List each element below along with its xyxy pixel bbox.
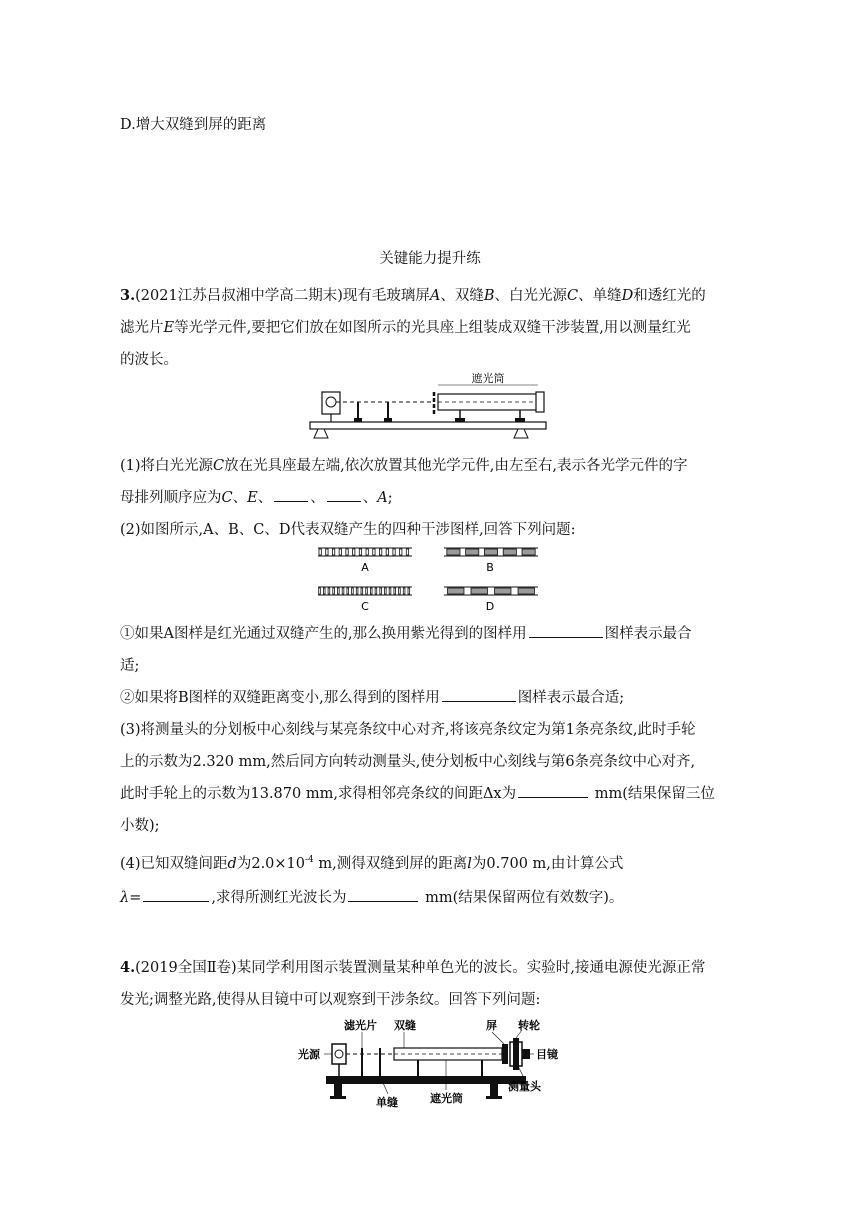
q4-number: 4. xyxy=(120,959,136,976)
seq-separator: 、 xyxy=(310,490,325,506)
q3-stem-text: 滤光片 xyxy=(120,320,164,336)
lamp-icon xyxy=(335,1050,343,1058)
q3-stem-text: 和透红光的 xyxy=(633,288,706,304)
q3-part4-text: mm(结果保留两位有效数字)。 xyxy=(425,890,624,906)
q3-letter-b: B xyxy=(483,288,495,304)
q3-letter-c: C xyxy=(567,288,579,304)
answer-blank-seq-2[interactable] xyxy=(327,487,361,502)
label-source: 光源 xyxy=(298,1048,320,1061)
seq-letter-a: A xyxy=(377,490,388,506)
exponent: -4 xyxy=(305,855,314,866)
q3-part1-line2 xyxy=(120,486,393,507)
label-eyepiece: 目镜 xyxy=(536,1048,558,1061)
seq-letter-e: E xyxy=(247,490,258,506)
pattern-a xyxy=(318,548,412,556)
bench-rail xyxy=(310,422,546,429)
q3-part2a-line1 xyxy=(120,622,692,643)
label-tube: 遮光筒 xyxy=(430,1092,463,1105)
q3-part4-text: 为2.0×10 xyxy=(236,856,306,872)
symbol-d: d xyxy=(227,856,237,872)
pattern-b xyxy=(444,548,538,556)
q3-stem-text: 、白光光源 xyxy=(494,288,567,304)
eyepiece xyxy=(522,1049,530,1059)
q3-part2b-line xyxy=(120,686,624,707)
symbol-l: l xyxy=(467,856,472,872)
q3-letter-e: E xyxy=(163,320,175,336)
q3-part2a-text: 图样表示最合 xyxy=(604,626,692,642)
seq-separator: 、 xyxy=(362,490,378,506)
q3-part4-line1 xyxy=(120,852,623,873)
q3-stem-text: 、双缝 xyxy=(440,288,484,304)
pattern-d xyxy=(444,587,538,595)
q3-part3-line4: 小数); xyxy=(120,818,160,834)
pattern-label-a: A xyxy=(361,561,369,574)
q3-part4-line2 xyxy=(120,886,623,907)
q3-part4-text: (4)已知双缝间距 xyxy=(120,856,228,872)
q4-stem-line2: 发光;调整光路,使得从目镜中可以观察到干涉条纹。回答下列问题: xyxy=(120,992,541,1008)
q3-part1-letter: C xyxy=(213,458,225,474)
bench-foot-left xyxy=(314,429,328,438)
pattern-label-d: D xyxy=(485,600,495,613)
label-screen: 屏 xyxy=(486,1019,497,1032)
q3-part3-text: mm(结果保留三位 xyxy=(594,786,715,802)
apparatus-rail xyxy=(326,1076,526,1084)
q3-part1-text: (1)将白光光源 xyxy=(120,458,214,474)
pattern-label-c: C xyxy=(361,600,369,613)
light-bulb-icon xyxy=(326,397,336,407)
screen xyxy=(502,1044,508,1064)
q4-stem-line1 xyxy=(120,956,705,977)
q3-number: 3. xyxy=(120,287,136,304)
shading-tube-label: 遮光筒 xyxy=(471,372,505,385)
q3-part3-line3 xyxy=(120,782,715,803)
q3-part3-text: 此时手轮上的示数为13.870 mm,求得相邻亮条纹的间距Δx为 xyxy=(120,786,517,802)
label-double-slit: 双缝 xyxy=(394,1019,416,1032)
seq-separator: 、 xyxy=(257,490,273,506)
answer-blank-3[interactable] xyxy=(518,783,588,798)
q3-stem-line2 xyxy=(120,316,691,337)
label-single-slit: 单缝 xyxy=(376,1096,398,1109)
bench-foot-right xyxy=(514,429,528,438)
q3-part3-line2: 上的示数为2.320 mm,然后同方向转动测量头,使分划板中心刻线与第6条亮条纹中心对齐, xyxy=(120,754,696,770)
wheel xyxy=(513,1038,519,1070)
tube-end xyxy=(536,392,544,412)
answer-blank-wavelength[interactable] xyxy=(348,887,418,902)
q4-stem-text: (2019全国Ⅱ卷)某同学利用图示装置测量某种单色光的波长。实验时,接通电源使光源正常 xyxy=(135,960,706,976)
q3-stem-line1 xyxy=(120,284,706,305)
interference-patterns-figure xyxy=(316,542,546,618)
optical-bench-figure xyxy=(308,372,548,442)
symbol-lambda: λ xyxy=(120,890,130,906)
q3-part2b-text: 图样表示最合适; xyxy=(517,690,625,706)
q3-stem-text: (2021江苏吕叔湘中学高二期末)现有毛玻璃屏 xyxy=(135,288,430,304)
q3-letter-a: A xyxy=(429,288,441,304)
answer-blank-formula[interactable] xyxy=(143,887,209,902)
option-d: D.增大双缝到屏的距离 xyxy=(120,117,267,133)
q3-part4-text: ,求得所测红光波长为 xyxy=(211,890,347,906)
equals-sign: = xyxy=(129,890,142,906)
q3-part4-text: m,测得双缝到屏的距离 xyxy=(313,856,468,872)
answer-blank-2b[interactable] xyxy=(442,687,516,702)
q3-part1-line1 xyxy=(120,454,687,475)
seq-end: ; xyxy=(387,490,393,506)
q3-part2-line: (2)如图所示,A、B、C、D代表双缝产生的四种干涉图样,回答下列问题: xyxy=(120,522,576,538)
q3-part2b-text: ②如果将B图样的双缝距离变小,那么得到的图样用 xyxy=(120,690,440,706)
answer-blank-2a[interactable] xyxy=(529,623,603,638)
pattern-label-b: B xyxy=(486,561,494,574)
section-title: 关键能力提升练 xyxy=(379,251,481,267)
seq-letter-c: C xyxy=(221,490,233,506)
q3-part2a-line2: 适; xyxy=(120,658,140,674)
label-wheel: 转轮 xyxy=(518,1019,540,1032)
q3-part4-text: 为0.700 m,由计算公式 xyxy=(471,856,624,872)
q3-stem-text: 、单缝 xyxy=(578,288,622,304)
seq-separator: 、 xyxy=(232,490,248,506)
label-filter: 滤光片 xyxy=(344,1019,377,1032)
label-measuring-head: 测量头 xyxy=(508,1080,541,1093)
q3-part2a-text: ①如果A图样是红光通过双缝产生的,那么换用紫光得到的图样用 xyxy=(120,626,527,642)
q3-letter-d: D xyxy=(621,288,634,304)
pattern-c xyxy=(318,587,412,595)
q3-part1-text: 放在光具座最左端,依次放置其他光学元件,由左至右,表示各光学元件的字 xyxy=(224,458,688,474)
q3-stem-text: 等光学元件,要把它们放在如图所示的光具座上组装成双缝干涉装置,用以测量红光 xyxy=(174,320,691,336)
q3-part3-line1: (3)将测量头的分划板中心刻线与某亮条纹中心对齐,将该亮条纹定为第1条亮条纹,此时手轮 xyxy=(120,722,696,738)
q3-part1-text: 母排列顺序应为 xyxy=(120,490,222,506)
q3-stem-line3: 的波长。 xyxy=(120,352,178,368)
apparatus-figure xyxy=(296,1016,566,1116)
answer-blank-seq-1[interactable] xyxy=(274,487,308,502)
